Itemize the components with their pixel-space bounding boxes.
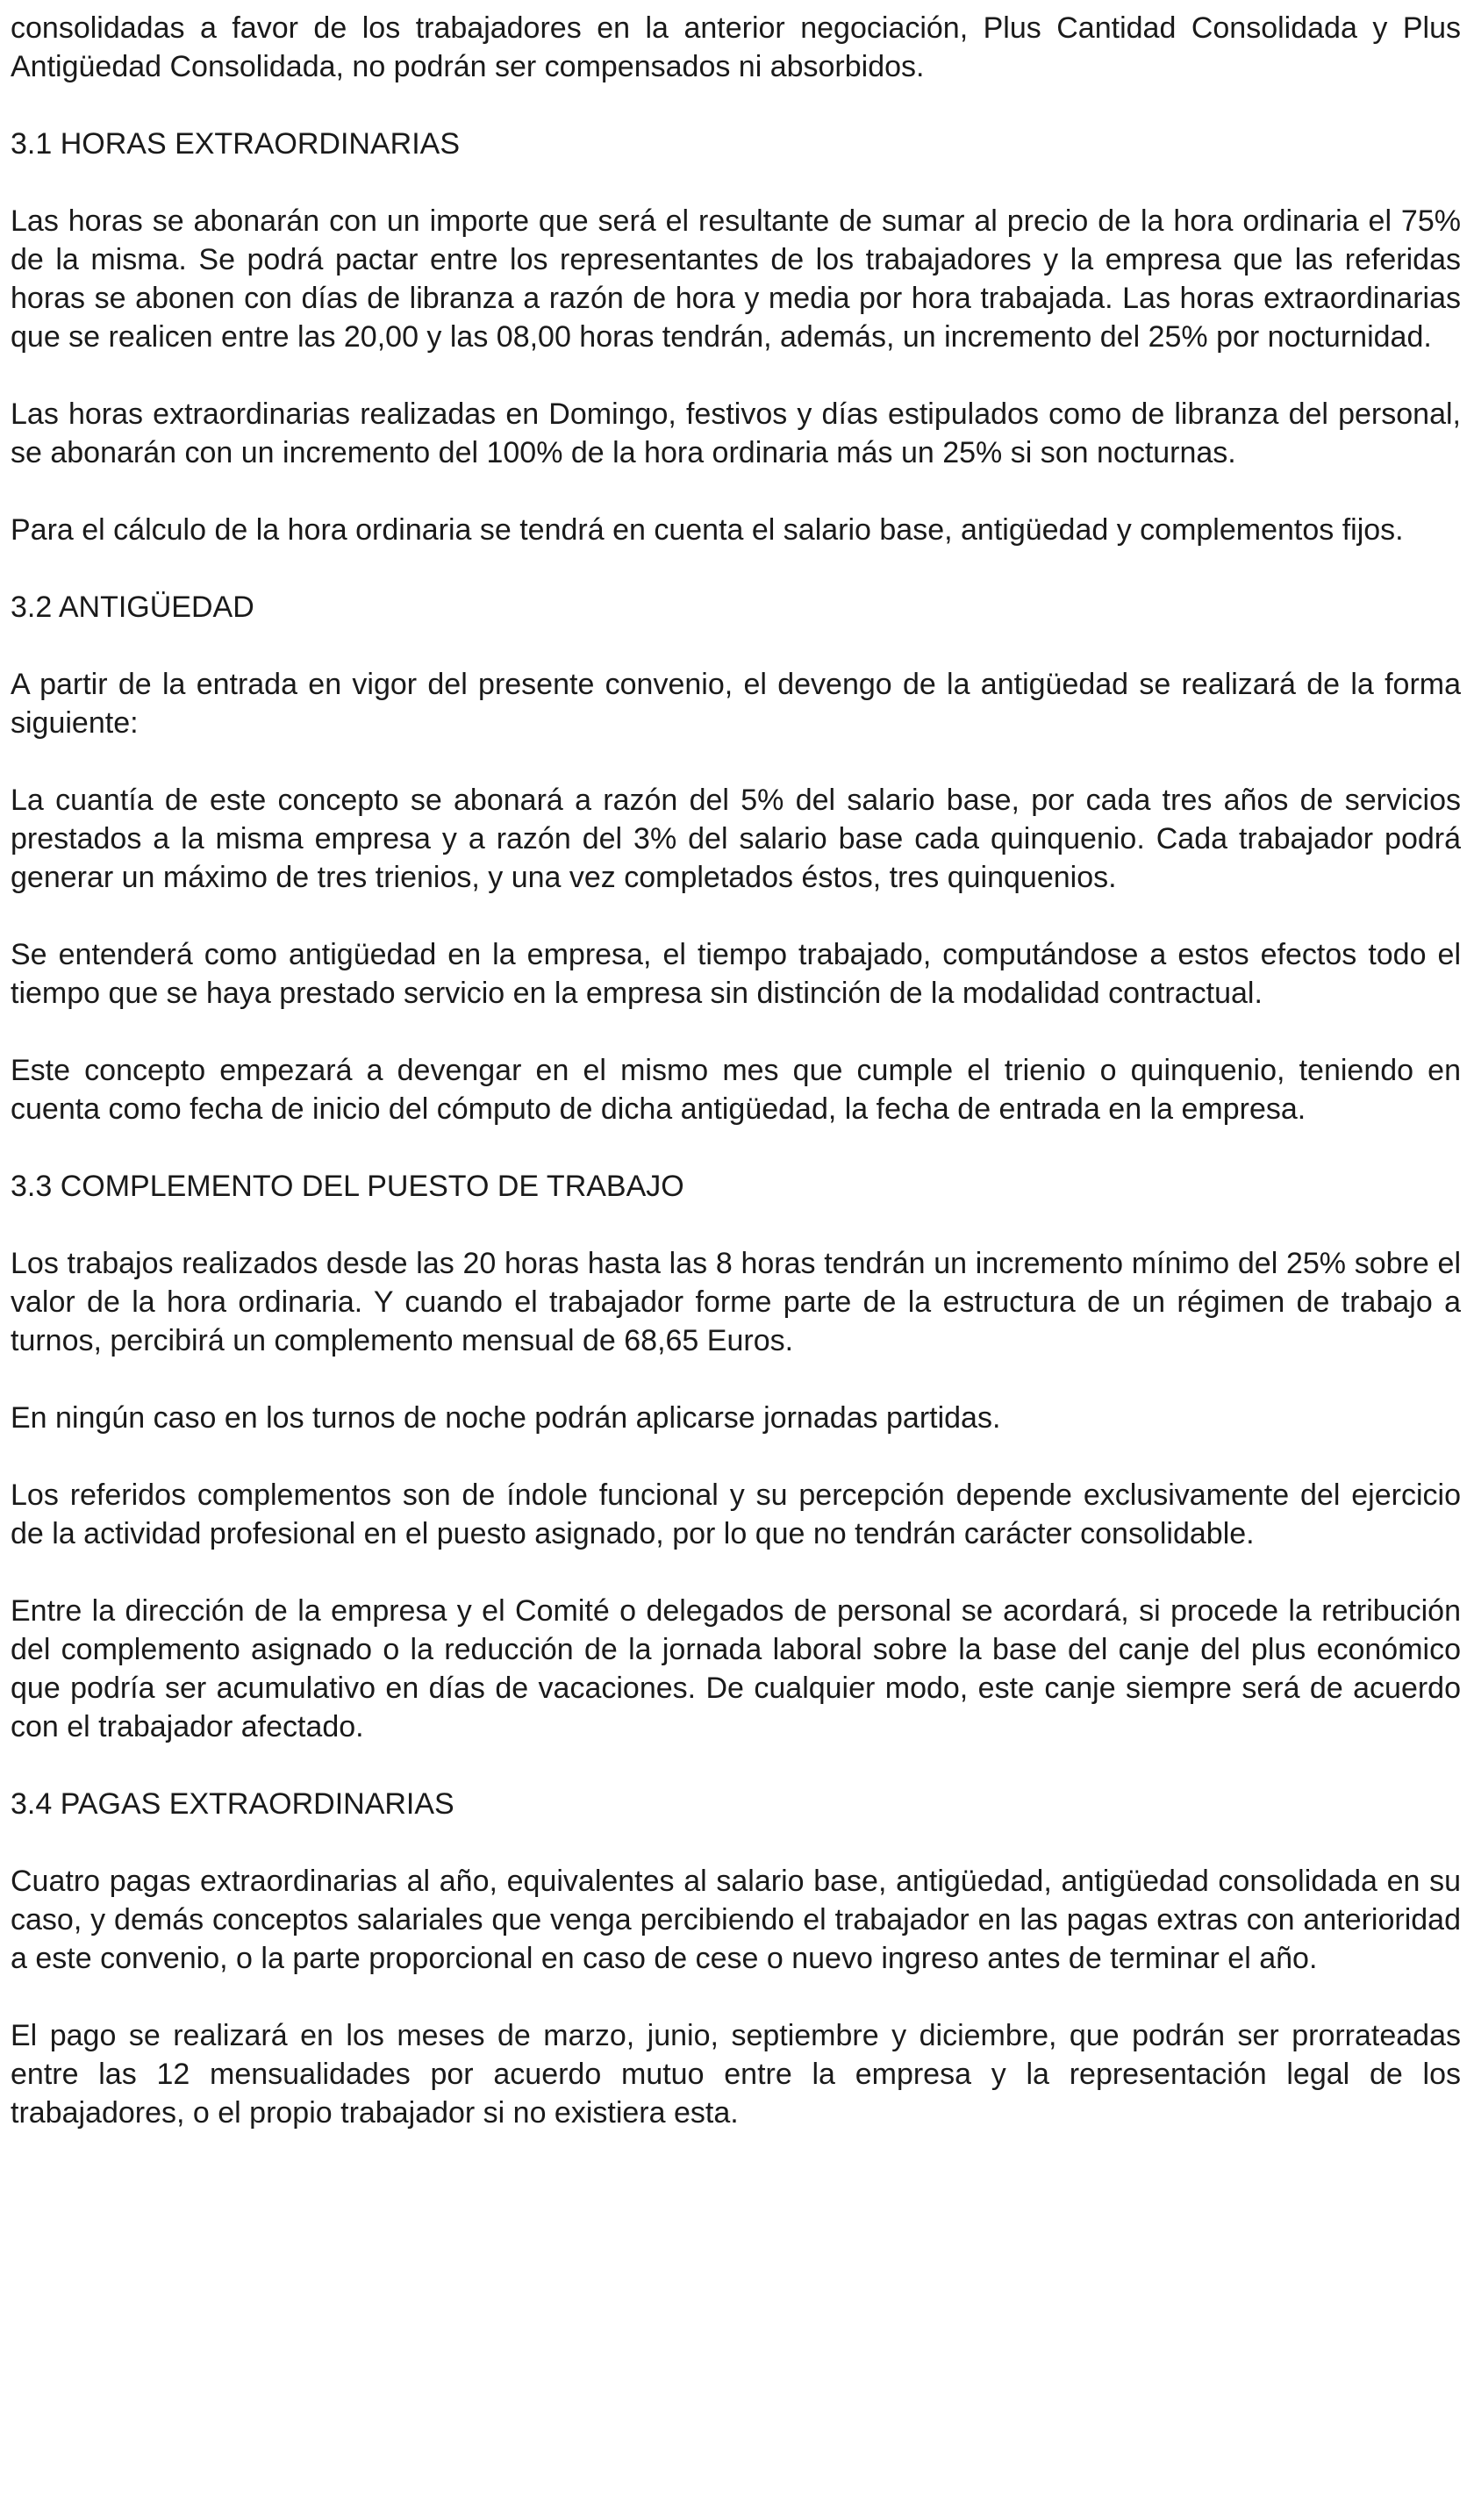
paragraph-complemento-canje: Entre la dirección de la empresa y el Comité o delegados de personal se acordará, si procede la retribución del complemento asignado o la reducción de la jornada laboral sobre la base del canje del plus económico que podría ser acumulativo en días de vacaciones. De cualquier modo, este canje siempre será de acuerdo con el trabajador afectado. bbox=[11, 1594, 1461, 1743]
paragraph-antiguedad-inicio: Este concepto empezará a devengar en el mismo mes que cumple el trienio o quinquenio, teniendo en cuenta como fecha de inicio del cómputo de dicha antigüedad, la fecha de entrada en la empresa. bbox=[11, 1054, 1461, 1126]
paragraph-turnos-noche: En ningún caso en los turnos de noche podrán aplicarse jornadas partidas. bbox=[11, 1401, 1001, 1435]
document-page bbox=[11, 9, 1461, 2171]
heading-antiguedad: 3.2 ANTIGÜEDAD bbox=[11, 591, 254, 624]
paragraph-horas-domingo: Las horas extraordinarias realizadas en Domingo, festivos y días estipulados como de libranza del personal, se abonarán con un incremento del 100% de la hora ordinaria más un 25% si son nocturnas. bbox=[11, 397, 1461, 469]
paragraph-antiguedad-cuantia: La cuantía de este concepto se abonará a razón del 5% del salario base, por cada tres años de servicios prestados a la misma empresa y a razón del 3% del salario base cada quinquenio. Cada trabajador podrá generar un máximo de tres trienios, y una vez completados éstos, tres quinquenios. bbox=[11, 784, 1461, 894]
paragraph-calculo-hora: Para el cálculo de la hora ordinaria se tendrá en cuenta el salario base, antigüedad y complementos fijos. bbox=[11, 513, 1404, 547]
paragraph-antiguedad-devengo: A partir de la entrada en vigor del presente convenio, el devengo de la antigüedad se realizará de la forma siguiente: bbox=[11, 668, 1461, 740]
paragraph-pagas-cuatro: Cuatro pagas extraordinarias al año, equivalentes al salario base, antigüedad, antigüedad consolidada en su caso, y demás conceptos salariales que venga percibiendo el trabajador en las pagas extras con anterioridad a este convenio, o la parte proporcional en caso de cese o nuevo ingreso antes de terminar el año. bbox=[11, 1865, 1461, 1975]
heading-horas-extraordinarias: 3.1 HORAS EXTRAORDINARIAS bbox=[11, 127, 461, 161]
heading-pagas-extraordinarias: 3.4 PAGAS EXTRAORDINARIAS bbox=[11, 1787, 454, 1821]
paragraph-antiguedad-definicion: Se entenderá como antigüedad en la empresa, el tiempo trabajado, computándose a estos efectos todo el tiempo que se haya prestado servicio en la empresa sin distinción de la modalidad contractual. bbox=[11, 938, 1461, 1010]
heading-complemento-puesto: 3.3 COMPLEMENTO DEL PUESTO DE TRABAJO bbox=[11, 1170, 684, 1203]
paragraph-complemento-nocturno: Los trabajos realizados desde las 20 horas hasta las 8 horas tendrán un incremento mínimo del 25% sobre el valor de la hora ordinaria. Y cuando el trabajador forme parte de la estructura de un régimen de trabajo a turnos, percibirá un complemento mensual de 68,65 Euros. bbox=[11, 1247, 1461, 1357]
paragraph-consolidadas: consolidadas a favor de los trabajadores en la anterior negociación, Plus Cantidad Consolidada y Plus Antigüedad Consolidada, no podrán ser compensados ni absorbidos. bbox=[11, 11, 1461, 83]
paragraph-horas-importe: Las horas se abonarán con un importe que será el resultante de sumar al precio de la hora ordinaria el 75% de la misma. Se podrá pactar entre los representantes de los trabajadores y la empresa que las referidas horas se abonen con días de libranza a razón de hora y media por hora trabajada. Las horas extraordinarias que se realicen entre las 20,00 y las 08,00 horas tendrán, además, un incremento del 25% por nocturnidad. bbox=[11, 204, 1461, 354]
paragraph-pagas-prorrateo: El pago se realizará en los meses de marzo, junio, septiembre y diciembre, que podrán ser prorrateadas entre las 12 mensualidades por acuerdo mutuo entre la empresa y la representación legal de los trabajadores, o el propio trabajador si no existiera esta. bbox=[11, 2019, 1461, 2130]
paragraph-complemento-funcional: Los referidos complementos son de índole funcional y su percepción depende exclusivamente del ejercicio de la actividad profesional en el puesto asignado, por lo que no tendrán carácter consolidable. bbox=[11, 1478, 1461, 1550]
